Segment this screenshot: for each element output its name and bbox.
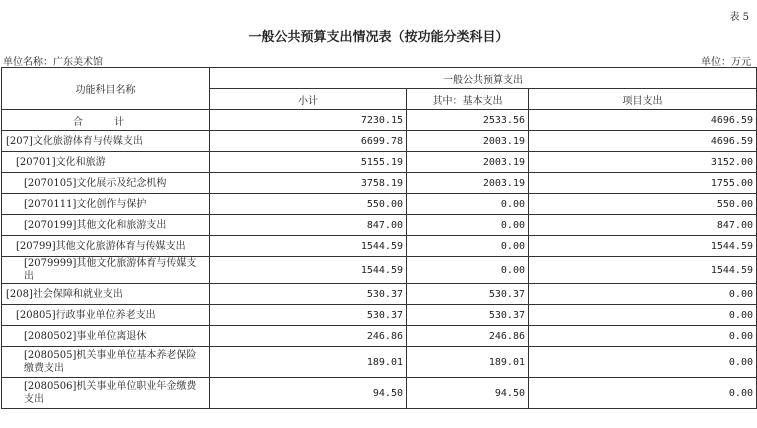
row-project: 0.00: [529, 284, 757, 305]
col-header-project: 项目支出: [529, 89, 757, 110]
row-subtotal: 1544.59: [210, 236, 407, 257]
row-basic: 530.37: [407, 284, 529, 305]
row-basic: 530.37: [407, 305, 529, 326]
table-row: [2, 378, 757, 409]
total-project: 4696.59: [529, 110, 757, 131]
row-name: [2080506]机关事业单位职业年金缴费支出: [2, 378, 210, 409]
row-name: [20805]行政事业单位养老支出: [2, 305, 210, 326]
row-name: [2079999]其他文化旅游体育与传媒支出: [2, 257, 210, 284]
row-project: 4696.59: [529, 131, 757, 152]
row-basic: 2003.19: [407, 152, 529, 173]
table-row: [2, 305, 757, 326]
table-row: [2, 347, 757, 378]
row-subtotal: 94.50: [210, 378, 407, 409]
row-project: 1544.59: [529, 257, 757, 284]
row-subtotal: 530.37: [210, 284, 407, 305]
row-name: [208]社会保障和就业支出: [2, 284, 210, 305]
row-subtotal: 1544.59: [210, 257, 407, 284]
row-subtotal: 3758.19: [210, 173, 407, 194]
table-row: [2, 236, 757, 257]
row-basic: 0.00: [407, 236, 529, 257]
table-row: [2, 194, 757, 215]
row-basic: 0.00: [407, 257, 529, 284]
row-name: [20701]文化和旅游: [2, 152, 210, 173]
table-number: 表 5: [729, 12, 749, 23]
row-project: 1755.00: [529, 173, 757, 194]
table-row: [2, 215, 757, 236]
unit-name: 单位名称：广东美术馆: [3, 57, 103, 68]
row-name: [2080502]事业单位离退休: [2, 326, 210, 347]
row-name: [2070199]其他文化和旅游支出: [2, 215, 210, 236]
row-subtotal: 847.00: [210, 215, 407, 236]
table-row: [2, 326, 757, 347]
total-basic: 2533.56: [407, 110, 529, 131]
row-project: 1544.59: [529, 236, 757, 257]
total-label: 合 计: [2, 110, 210, 131]
row-name: [20799]其他文化旅游体育与传媒支出: [2, 236, 210, 257]
row-basic: 2003.19: [407, 173, 529, 194]
col-header-name: 功能科目名称: [2, 68, 210, 110]
col-header-basic: 其中：基本支出: [407, 89, 529, 110]
row-basic: 246.86: [407, 326, 529, 347]
row-subtotal: 6699.78: [210, 131, 407, 152]
col-header-group: 一般公共预算支出: [210, 68, 757, 89]
row-project: 847.00: [529, 215, 757, 236]
row-basic: 94.50: [407, 378, 529, 409]
row-basic: 0.00: [407, 194, 529, 215]
row-basic: 2003.19: [407, 131, 529, 152]
row-basic: 189.01: [407, 347, 529, 378]
table-row: [2, 152, 757, 173]
row-subtotal: 530.37: [210, 305, 407, 326]
col-header-subtotal: 小计: [210, 89, 407, 110]
row-basic: 0.00: [407, 215, 529, 236]
table-row: [2, 257, 757, 284]
row-name: [2080505]机关事业单位基本养老保险缴费支出: [2, 347, 210, 378]
currency-unit: 单位：万元: [701, 57, 751, 68]
row-subtotal: 550.00: [210, 194, 407, 215]
total-subtotal: 7230.15: [210, 110, 407, 131]
row-name: [2070105]文化展示及纪念机构: [2, 173, 210, 194]
row-project: 0.00: [529, 326, 757, 347]
row-subtotal: 5155.19: [210, 152, 407, 173]
row-project: 0.00: [529, 305, 757, 326]
table-row: [2, 173, 757, 194]
table-row: [2, 131, 757, 152]
row-project: 3152.00: [529, 152, 757, 173]
page-title: 一般公共预算支出情况表（按功能分类科目）: [248, 30, 509, 45]
row-subtotal: 246.86: [210, 326, 407, 347]
row-project: 0.00: [529, 347, 757, 378]
budget-table: [1, 67, 757, 409]
row-project: 550.00: [529, 194, 757, 215]
row-project: 0.00: [529, 378, 757, 409]
row-name: [2070111]文化创作与保护: [2, 194, 210, 215]
row-name: [207]文化旅游体育与传媒支出: [2, 131, 210, 152]
table-row: [2, 284, 757, 305]
row-subtotal: 189.01: [210, 347, 407, 378]
total-row: [2, 110, 757, 131]
